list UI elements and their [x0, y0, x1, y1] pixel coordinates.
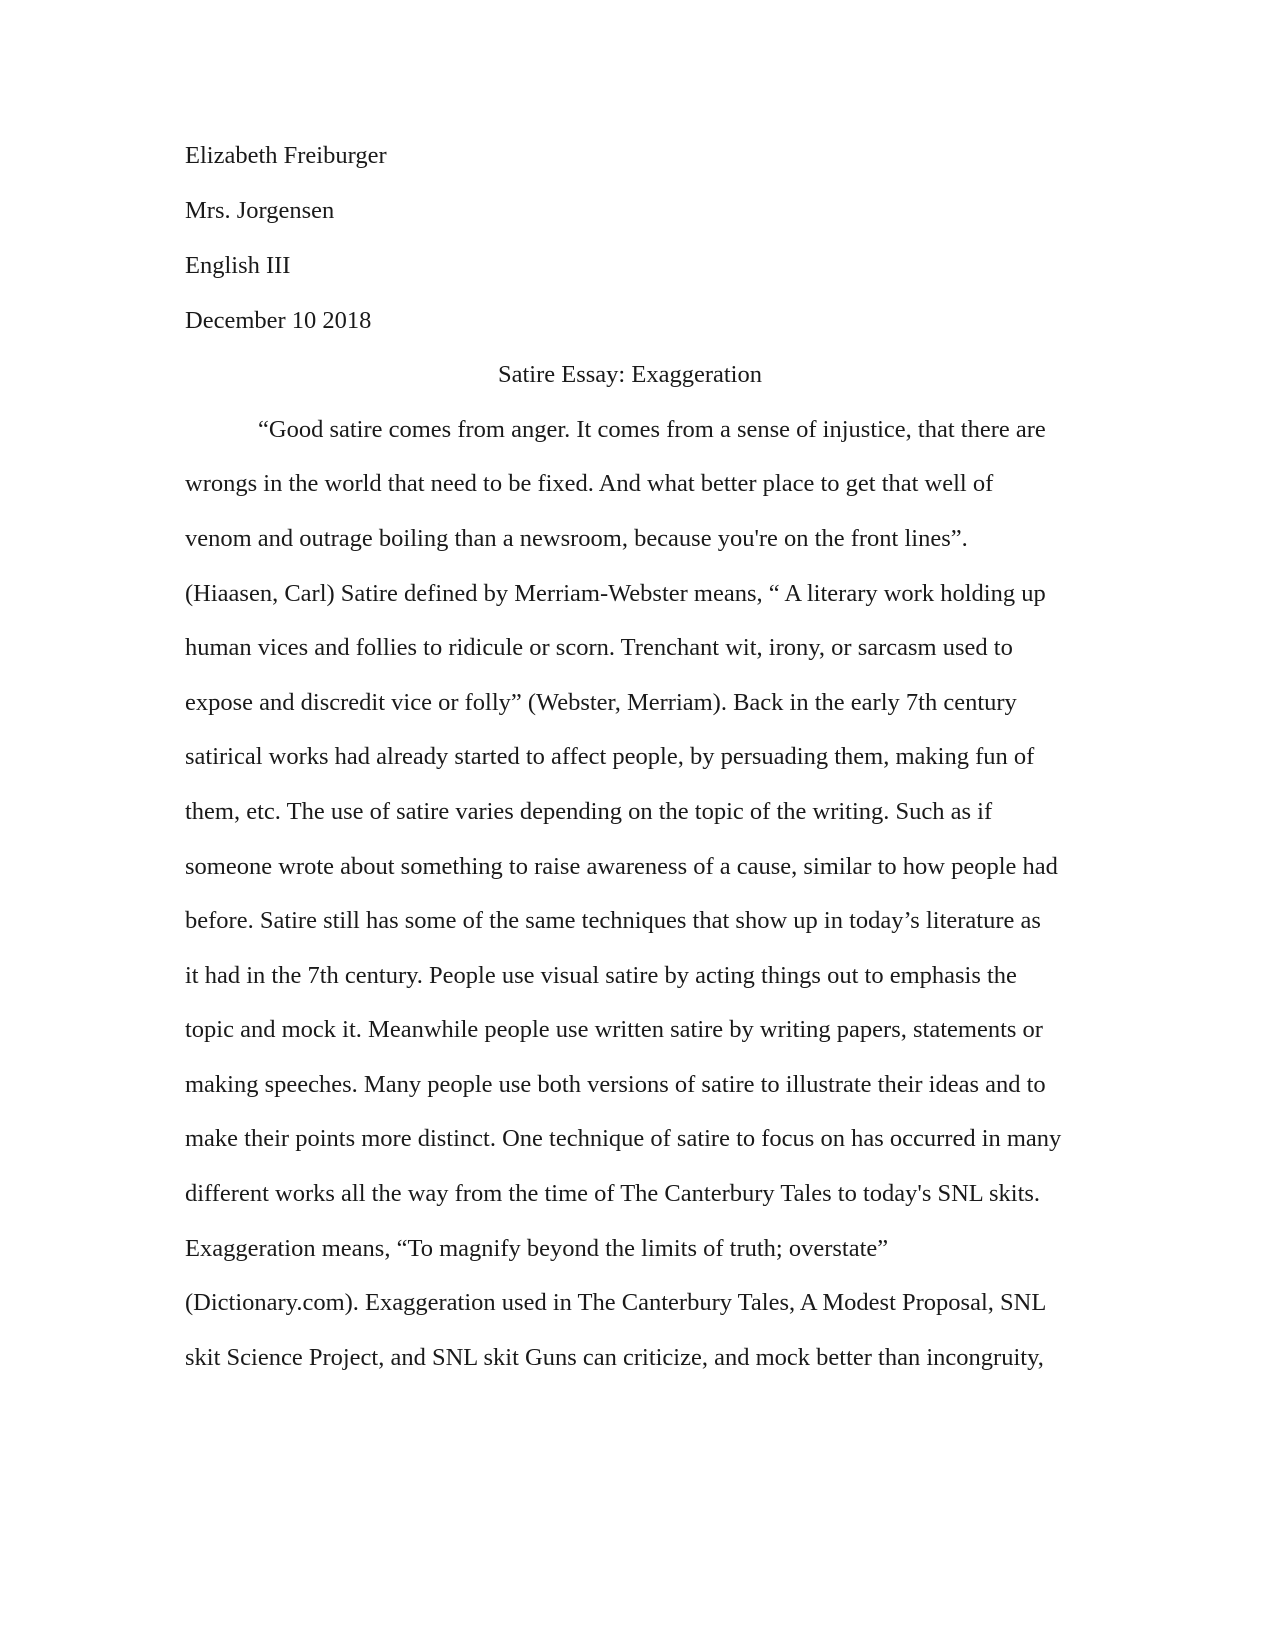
- teacher-name: Mrs. Jorgensen: [185, 197, 335, 224]
- body-line: (Hiaasen, Carl) Satire defined by Merriam-Webster means, “ A literary work holding up: [185, 580, 1046, 607]
- body-line: “Good satire comes from anger. It comes from a sense of injustice, that there are: [258, 416, 1046, 443]
- body-line: expose and discredit vice or folly” (Webster, Merriam). Back in the early 7th century: [185, 689, 1017, 716]
- body-line: make their points more distinct. One technique of satire to focus on has occurred in many: [185, 1125, 1062, 1152]
- body-line: venom and outrage boiling than a newsroom, because you're on the front lines”.: [185, 525, 968, 552]
- body-line: Exaggeration means, “To magnify beyond the limits of truth; overstate”: [185, 1235, 889, 1262]
- body-line: someone wrote about something to raise awareness of a cause, similar to how people had: [185, 853, 1058, 880]
- body-line: it had in the 7th century. People use visual satire by acting things out to emphasis the: [185, 962, 1017, 989]
- body-line: skit Science Project, and SNL skit Guns can criticize, and mock better than incongruity,: [185, 1344, 1044, 1371]
- course-name: English III: [185, 252, 291, 279]
- essay-date: December 10 2018: [185, 307, 372, 334]
- body-line: satirical works had already started to affect people, by persuading them, making fun of: [185, 743, 1035, 770]
- body-line: before. Satire still has some of the same techniques that show up in today’s literature as: [185, 907, 1041, 934]
- body-line: human vices and follies to ridicule or scorn. Trenchant wit, irony, or sarcasm used to: [185, 634, 1013, 661]
- body-line: (Dictionary.com). Exaggeration used in The Canterbury Tales, A Modest Proposal, SNL: [185, 1289, 1047, 1316]
- body-line: them, etc. The use of satire varies depending on the topic of the writing. Such as if: [185, 798, 993, 825]
- author-name: Elizabeth Freiburger: [185, 142, 387, 169]
- essay-title: Satire Essay: Exaggeration: [498, 361, 762, 388]
- body-line: topic and mock it. Meanwhile people use written satire by writing papers, statements or: [185, 1016, 1043, 1043]
- body-line: making speeches. Many people use both versions of satire to illustrate their ideas and to: [185, 1071, 1046, 1098]
- body-line: wrongs in the world that need to be fixed. And what better place to get that well of: [185, 470, 994, 497]
- body-line: different works all the way from the time of The Canterbury Tales to today's SNL skits.: [185, 1180, 1041, 1207]
